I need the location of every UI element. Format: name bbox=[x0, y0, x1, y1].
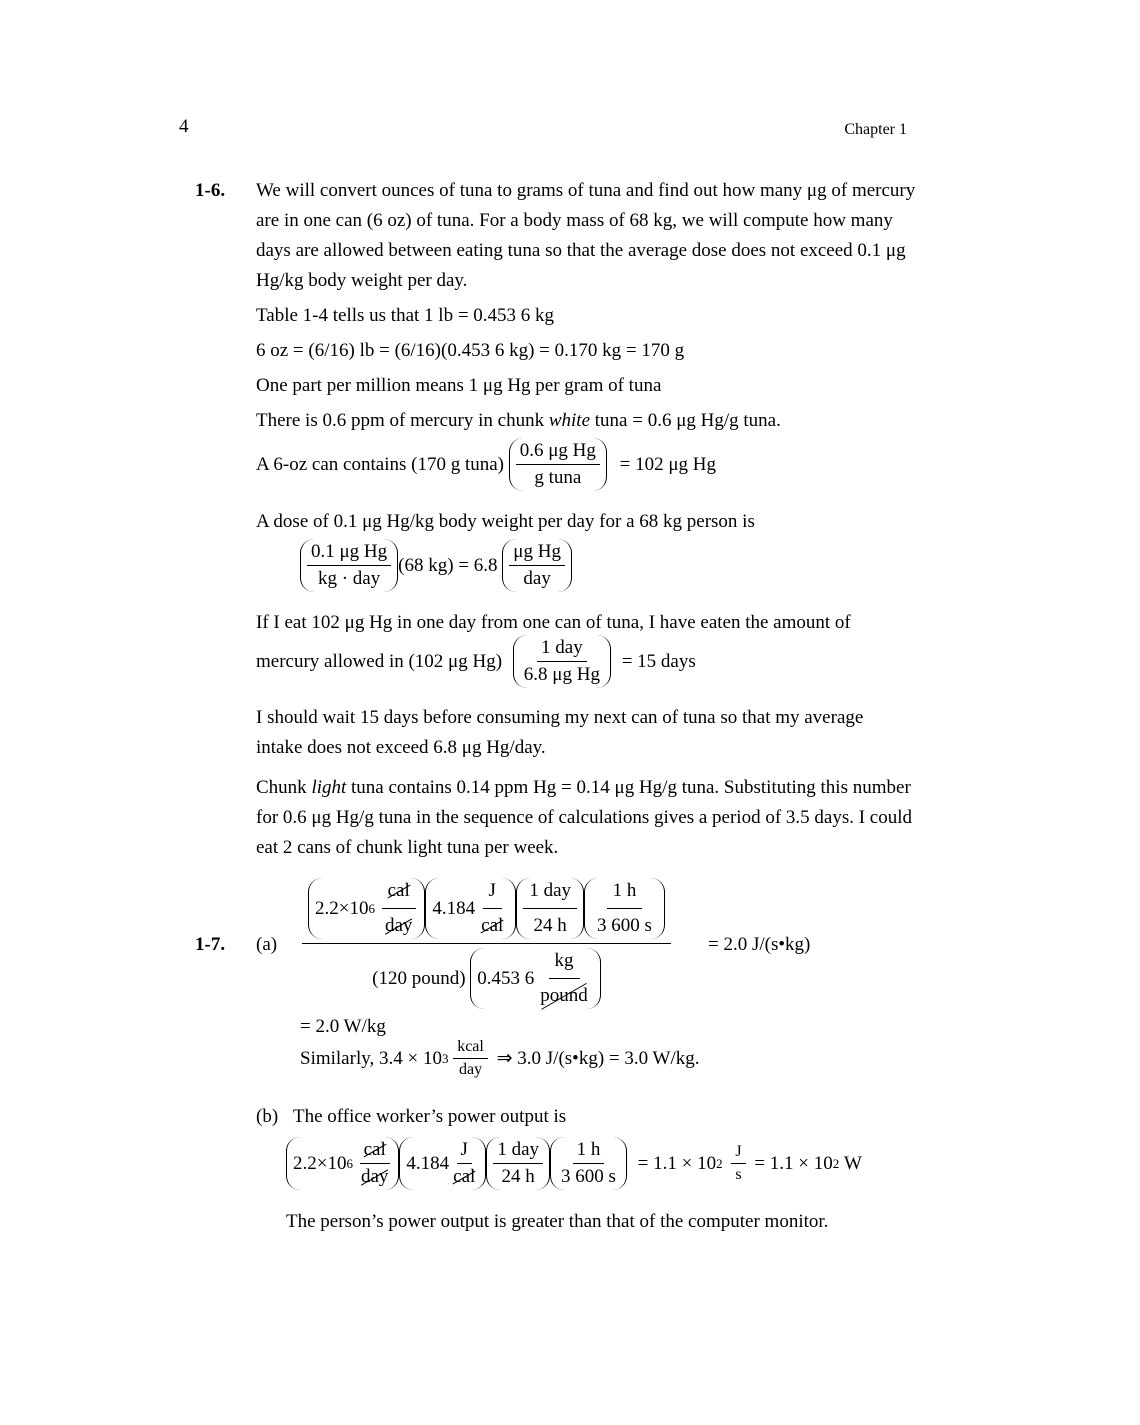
a-term1 bbox=[308, 878, 425, 939]
b-term4 bbox=[550, 1137, 627, 1190]
b-t1-base: 2.2×10 bbox=[293, 1152, 347, 1174]
a-term2 bbox=[425, 878, 516, 939]
b-24h: 24 h bbox=[501, 1166, 535, 1187]
b-res2: = 1.1 × 10 2 W bbox=[754, 1149, 862, 1179]
a-cal: cal bbox=[388, 878, 410, 904]
dose-paren-1 bbox=[300, 539, 398, 592]
dose-mid: (68 kg) = 6.8 bbox=[398, 554, 498, 576]
b-day-h bbox=[493, 1137, 543, 1190]
p16-eat2-equation bbox=[256, 635, 696, 688]
light-post: tuna contains 0.14 ppm Hg = 0.14 μg Hg/g tuna. Substituting this number for 0.6 μg Hg/g tuna in the sequence of calculations gives a period of 3.5 days. I could eat 2 cans of chunk light tuna per week. bbox=[256, 777, 913, 858]
b-term1: 2.2×10 6 $\frac{\text{cal}}{\text{day}}$ bbox=[286, 1137, 399, 1190]
p16-eat1: If I eat 102 μg Hg in one day from one can of tuna, I have eaten the amount of bbox=[256, 612, 851, 633]
a-kg: kg bbox=[549, 948, 580, 979]
sim-pre-text: Similarly, 3.4 × 10 bbox=[300, 1047, 442, 1069]
a-t1: 2.2×10 6 bbox=[315, 894, 375, 924]
eat2-denominator: 6.8 μg Hg bbox=[523, 664, 600, 685]
eat2-post: = 15 days bbox=[621, 650, 696, 672]
eat2-numerator: 1 day bbox=[537, 635, 587, 662]
chapter-label: Chapter 1 bbox=[844, 121, 907, 138]
b-term3 bbox=[486, 1137, 550, 1190]
p16-ppm: One part per million means 1 μg Hg per gram of tuna bbox=[256, 375, 662, 396]
a-3600s: 3 600 s bbox=[597, 915, 652, 936]
p16-table: Table 1-4 tells us that 1 lb = 0.453 6 kg bbox=[256, 305, 555, 326]
can-numerator: 0.6 μg Hg bbox=[516, 438, 600, 465]
a-day: day bbox=[385, 913, 412, 939]
a-wkg: = 2.0 W/kg bbox=[300, 1016, 386, 1037]
a-term4 bbox=[584, 878, 665, 939]
eat2-fraction bbox=[520, 635, 604, 688]
sim-kcal: kcal bbox=[453, 1036, 488, 1059]
p16-wait: I should wait 15 days before consuming my next can of tuna so that my average intake does not exceed 6.8 μg Hg/day. bbox=[256, 707, 864, 758]
a-main-numerator bbox=[302, 878, 671, 944]
light-pre: Chunk bbox=[256, 777, 312, 798]
p16-oz: 6 oz = (6/16) lb = (6/16)(0.453 6 kg) = 0.170 kg = 170 g bbox=[256, 340, 685, 361]
eat2-paren bbox=[513, 635, 611, 688]
part-a-equation bbox=[302, 878, 671, 1009]
sim-day: day bbox=[458, 1061, 483, 1078]
a-h-s bbox=[591, 878, 658, 939]
a-pound: pound bbox=[540, 983, 588, 1009]
a-j: J bbox=[483, 878, 502, 909]
dose-denominator-1: kg · day bbox=[317, 568, 381, 589]
b-cal: cal bbox=[364, 1137, 386, 1163]
can-post: = 102 μg Hg bbox=[619, 453, 717, 475]
sim-kcal-day bbox=[453, 1036, 488, 1081]
can-paren bbox=[509, 438, 607, 491]
a-t1-base: 2.2×10 bbox=[315, 897, 369, 919]
a-den-val: 0.453 6 bbox=[477, 967, 535, 989]
dose-paren-2 bbox=[502, 539, 572, 592]
p16-light bbox=[256, 773, 916, 863]
can-fraction bbox=[516, 438, 600, 491]
white-post: tuna = 0.6 μg Hg/g tuna. bbox=[590, 410, 781, 431]
can-pre: A 6-oz can contains (170 g tuna) bbox=[256, 453, 504, 475]
b-res1-text: = 1.1 × 10 bbox=[637, 1152, 717, 1174]
part-b-equation bbox=[286, 1137, 862, 1190]
eat2-pre: mercury allowed in (102 μg Hg) bbox=[256, 650, 503, 672]
can-denominator: g tuna bbox=[534, 467, 582, 488]
dose-numerator-2: μg Hg bbox=[509, 539, 565, 566]
a-main-denominator bbox=[366, 944, 607, 1009]
b-s-unit: s bbox=[735, 1166, 742, 1183]
sim-pre: Similarly, 3.4 × 10 3 bbox=[300, 1044, 448, 1074]
b-3600s: 3 600 s bbox=[561, 1166, 616, 1187]
b-day: day bbox=[361, 1164, 388, 1190]
light-italic: light bbox=[311, 777, 347, 798]
b-res1: = 1.1 × 10 2 bbox=[638, 1149, 723, 1179]
p16-white bbox=[256, 406, 781, 436]
b-one-h: 1 h bbox=[573, 1137, 605, 1164]
dose-fraction-2 bbox=[509, 539, 565, 592]
a-main-fraction bbox=[302, 878, 671, 1009]
b-cal-day bbox=[357, 1137, 392, 1190]
b-cal-2: cal bbox=[453, 1164, 475, 1190]
b-w-unit: W bbox=[844, 1152, 862, 1174]
problem-number-1-7: 1-7. bbox=[195, 934, 226, 955]
p16-dose-equation bbox=[300, 539, 572, 592]
p16-intro: We will convert ounces of tuna to grams of tuna and find out how many μg of mercury are in one can (6 oz) of tuna. For a body mass of 68 kg, we will compute how many days are allowed between eating tuna so that the average dose does not exceed 0.1 μg Hg/kg body weight per day. bbox=[256, 180, 916, 291]
b-j-unit: J bbox=[731, 1141, 745, 1164]
a-result: = 2.0 J/(s•kg) bbox=[708, 934, 811, 955]
dose-fraction-1 bbox=[307, 539, 391, 592]
sim-post: ⇒ 3.0 J/(s•kg) = 3.0 W/kg. bbox=[496, 1047, 700, 1069]
a-cal-day bbox=[379, 878, 418, 939]
a-one-day: 1 day bbox=[523, 878, 577, 909]
a-den-pre: (120 pound) bbox=[372, 967, 466, 989]
b-term2 bbox=[399, 1137, 486, 1190]
b-j: J bbox=[457, 1137, 472, 1164]
white-pre: There is 0.6 ppm of mercury in chunk bbox=[256, 410, 549, 431]
p16-dose: A dose of 0.1 μg Hg/kg body weight per day for a 68 kg person is bbox=[256, 511, 755, 532]
a-term3 bbox=[516, 878, 584, 939]
a-kg-pound bbox=[534, 948, 594, 1009]
p16-can-equation bbox=[256, 438, 716, 491]
b-t2: 4.184 bbox=[406, 1152, 450, 1174]
b-one-day: 1 day bbox=[493, 1137, 543, 1164]
b-res2-text: = 1.1 × 10 bbox=[754, 1152, 833, 1174]
a-cal-2: cal bbox=[481, 913, 503, 939]
a-den-paren bbox=[470, 948, 601, 1009]
final-sentence: The person’s power output is greater than that of the computer monitor. bbox=[286, 1211, 829, 1232]
a-t2: 4.184 bbox=[432, 897, 476, 919]
part-b-text: The office worker’s power output is bbox=[293, 1106, 567, 1127]
part-b-label: (b) bbox=[256, 1106, 279, 1127]
a-one-h: 1 h bbox=[607, 878, 643, 909]
a-24h: 24 h bbox=[533, 915, 567, 936]
part-a-label: (a) bbox=[256, 934, 278, 955]
white-italic: white bbox=[548, 410, 591, 431]
b-j-cal bbox=[449, 1137, 479, 1190]
b-j-s bbox=[731, 1141, 745, 1186]
b-h-s bbox=[557, 1137, 620, 1190]
dose-denominator-2: day bbox=[523, 568, 551, 589]
similarly-line bbox=[300, 1036, 700, 1081]
page-number: 4 bbox=[179, 116, 189, 137]
problem-number-1-6: 1-6. bbox=[195, 180, 226, 201]
a-j-cal bbox=[475, 878, 509, 939]
dose-numerator-1: 0.1 μg Hg bbox=[307, 539, 391, 566]
a-day-h bbox=[523, 878, 577, 939]
